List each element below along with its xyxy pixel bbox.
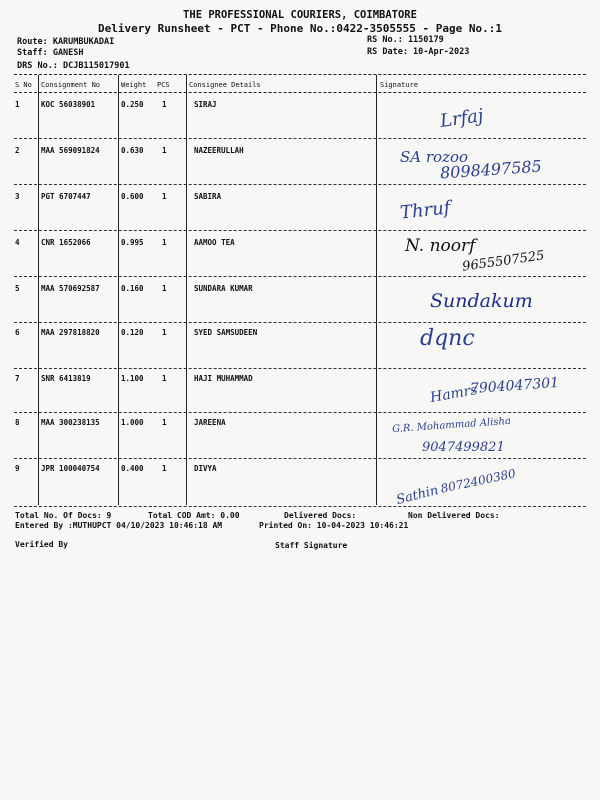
row-pcs: 1 <box>162 418 167 427</box>
row-sno: 2 <box>15 146 20 155</box>
staff-signature: Staff Signature <box>275 541 348 550</box>
printed-on: Printed On: 10-04-2023 10:46:21 <box>259 521 409 530</box>
row-sno: 3 <box>15 192 20 201</box>
row-separator <box>14 368 586 369</box>
row-consignment: PGT 6707447 <box>41 192 91 201</box>
row-separator <box>14 276 586 277</box>
row-pcs: 1 <box>162 146 167 155</box>
row-weight: 0.995 <box>121 238 144 247</box>
row-signature: Lrfaj <box>438 105 485 132</box>
col-header-consignee: Consignee Details <box>189 81 261 89</box>
row-consignment: SNR 6413819 <box>41 374 91 383</box>
route-label: Route: KARUMBUKADAI <box>17 37 115 47</box>
row-consignment: MAA 570692587 <box>41 284 100 293</box>
row-signature: G.R. Mohammad Alisha <box>391 415 512 436</box>
row-consignment: CNR 1652066 <box>41 238 91 247</box>
row-signature: SA rozoo <box>400 148 469 166</box>
total-docs: Total No. Of Docs: 9 <box>15 511 112 520</box>
row-weight: 0.160 <box>121 284 144 293</box>
row-weight: 0.600 <box>121 192 144 201</box>
row-signature: Sundakum <box>430 290 533 312</box>
row-consignee: AAMOO TEA <box>194 238 235 247</box>
col-header-consignment: Consignment No <box>41 81 101 89</box>
row-separator <box>14 322 586 323</box>
row-weight: 0.400 <box>121 464 144 473</box>
row-consignee: SYED SAMSUDEEN <box>194 328 258 337</box>
row-pcs: 1 <box>162 192 167 201</box>
row-consignment: KOC 56038901 <box>41 100 96 109</box>
entered-by: Entered By :MUTHUPCT 04/10/2023 10:46:18 AM <box>15 521 223 530</box>
row-consignment: MAA 297818820 <box>41 328 100 337</box>
row-separator <box>14 458 586 459</box>
row-signature: Sathin <box>394 483 440 508</box>
col-divider <box>186 75 187 505</box>
row-pcs: 1 <box>162 464 167 473</box>
col-header-weight: Weight <box>121 81 147 89</box>
row-sno: 7 <box>15 374 20 383</box>
row-consignment: MAA 300238135 <box>41 418 100 427</box>
table-bottom-rule <box>14 506 586 507</box>
row-weight: 1.100 <box>121 374 144 383</box>
row-signature: Hamrs <box>428 381 479 407</box>
row-pcs: 1 <box>162 374 167 383</box>
row-pcs: 1 <box>162 284 167 293</box>
row-weight: 0.120 <box>121 328 144 337</box>
col-header-sno: S No <box>15 81 32 89</box>
row-signature: Thruf <box>399 197 452 224</box>
col-divider <box>118 75 119 505</box>
row-sno: 4 <box>15 238 20 247</box>
row-weight: 1.000 <box>121 418 144 427</box>
row-sno: 9 <box>15 464 20 473</box>
drs-number: DRS No.: DCJB115017901 <box>17 61 130 71</box>
row-sno: 5 <box>15 284 20 293</box>
company-title: THE PROFESSIONAL COURIERS, COIMBATORE <box>183 9 417 21</box>
delivered-docs: Delivered Docs: <box>284 511 357 520</box>
total-cod: Total COD Amt: 0.00 <box>148 511 240 520</box>
row-consignee: DIVYA <box>194 464 217 473</box>
row-signature-phone: 9655507525 <box>461 248 546 275</box>
row-consignee: SIRAJ <box>194 100 217 109</box>
col-header-signature: Signature <box>380 81 418 89</box>
row-consignee: SABIRA <box>194 192 222 201</box>
col-divider <box>38 75 39 505</box>
runsheet-subtitle: Delivery Runsheet - PCT - Phone No.:0422-3505555 - Page No.:1 <box>98 22 502 35</box>
row-sno: 1 <box>15 100 20 109</box>
row-separator <box>14 138 586 139</box>
row-signature-phone: 8072400380 <box>439 466 517 496</box>
row-pcs: 1 <box>162 100 167 109</box>
verified-by: Verified By <box>15 540 68 549</box>
row-signature-phone: 9047499821 <box>422 440 505 455</box>
row-pcs: 1 <box>162 238 167 247</box>
non-delivered-docs: Non Delivered Docs: <box>408 511 500 520</box>
row-pcs: 1 <box>162 328 167 337</box>
row-separator <box>14 230 586 231</box>
col-divider <box>376 75 377 505</box>
table-top-rule <box>14 74 586 75</box>
row-signature: N. noorf <box>405 236 476 256</box>
rs-date: RS Date: 10-Apr-2023 <box>367 47 470 57</box>
rs-number: RS No.: 1150179 <box>367 35 444 45</box>
row-signature-phone: 8098497585 <box>439 156 543 183</box>
row-separator <box>14 412 586 413</box>
row-weight: 0.630 <box>121 146 144 155</box>
col-header-pcs: PCS <box>157 81 170 89</box>
staff-label: Staff: GANESH <box>17 48 84 58</box>
row-consignment: JPR 100040754 <box>41 464 100 473</box>
row-signature: dqnc <box>420 326 475 351</box>
table-header-rule <box>14 92 586 93</box>
row-consignee: JAREENA <box>194 418 226 427</box>
row-consignee: HAJI MUHAMMAD <box>194 374 253 383</box>
row-consignee: SUNDARA KUMAR <box>194 284 253 293</box>
row-weight: 0.250 <box>121 100 144 109</box>
row-consignee: NAZEERULLAH <box>194 146 244 155</box>
row-sno: 6 <box>15 328 20 337</box>
row-signature-phone: 7904047301 <box>469 374 560 398</box>
row-separator <box>14 184 586 185</box>
row-consignment: MAA 569091824 <box>41 146 100 155</box>
row-sno: 8 <box>15 418 20 427</box>
